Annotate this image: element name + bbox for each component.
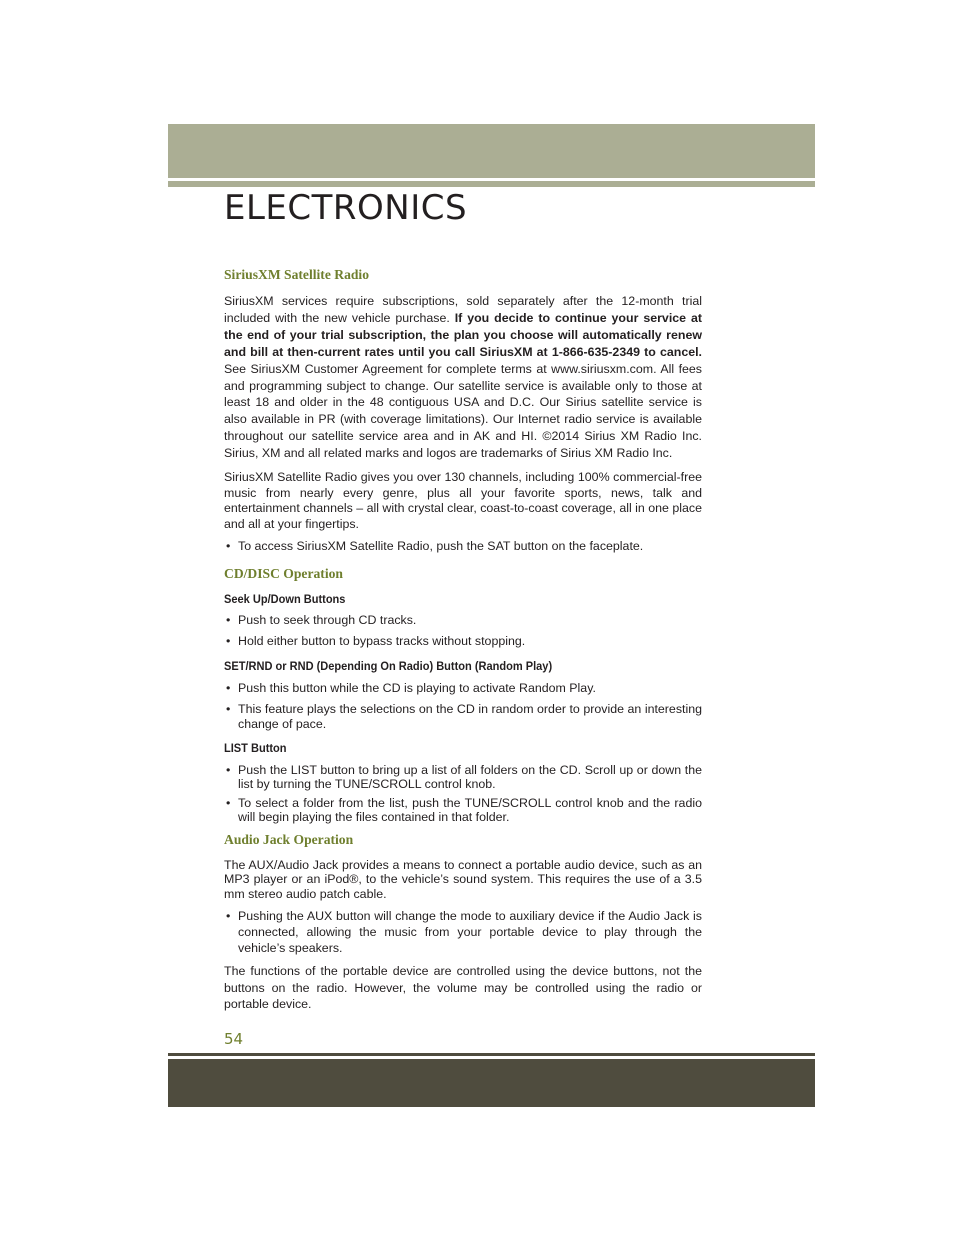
bullet-glyph: • — [226, 795, 231, 810]
bullet-glyph: • — [226, 762, 231, 777]
list-item — [224, 634, 702, 649]
list-item — [224, 796, 702, 824]
header-rule — [168, 181, 815, 187]
list-item — [224, 539, 702, 554]
list-item-text: To access SiriusXM Satellite Radio, push the SAT button on the faceplate. — [238, 539, 644, 554]
random-bullet-list — [224, 681, 702, 733]
siriusxm-intro-text: SiriusXM services require subscriptions, sold separately after the 12-month trial included with the new vehicle purchase. — [224, 294, 702, 325]
list-item-text: Push to seek through CD tracks. — [238, 612, 417, 627]
bullet-glyph: • — [226, 680, 231, 695]
page-number: 54 — [224, 1030, 244, 1048]
list-item-text: This feature plays the selections on the CD in random order to provide an interesting change of pace. — [238, 702, 702, 732]
subheading-random-play: SET/RND or RND (Depending On Radio) Button (Random Play) — [224, 658, 553, 673]
list-item — [224, 681, 702, 696]
bullet-glyph: • — [226, 539, 231, 554]
siriusxm-paragraph-1 — [224, 293, 702, 462]
list-item-text: To select a folder from the list, push the TUNE/SCROLL control knob and the radio will begin playing the files contained in that folder. — [238, 795, 702, 824]
page-content — [224, 266, 702, 1013]
bullet-glyph: • — [226, 634, 231, 649]
footer-rule — [168, 1053, 815, 1056]
list-item-text: Push the LIST button to bring up a list of all folders on the CD. Scroll up or down the list by turning the TUNE/SCROLL control knob. — [238, 762, 702, 791]
bullet-glyph: • — [226, 612, 231, 627]
siriusxm-bullet-list — [224, 539, 702, 554]
list-item — [224, 908, 702, 956]
siriusxm-paragraph-2: SiriusXM Satellite Radio gives you over 130 channels, including 100% commercial-free music from nearly every genre, plus all your favorite sports, news, talk and entertainment channels – all with crystal clear, coast-to-coast coverage, all in one place and all at your fingertips. — [224, 470, 702, 531]
list-item — [224, 702, 702, 733]
audio-jack-paragraph-1: The AUX/Audio Jack provides a means to connect a portable audio device, such as an MP3 player or an iPod®, to the vehicle’s sound system. This requires the use of a 3.5 mm stereo audio patch cable. — [224, 857, 702, 901]
list-item-text: Pushing the AUX button will change the mode to auxiliary device if the Audio Jack is connected, allowing the music from your portable device to play through the vehicle’s speakers. — [238, 909, 702, 956]
audio-jack-paragraph-2: The functions of the portable device are controlled using the device buttons, not the buttons on the radio. However, the volume may be controlled using the radio or portable device. — [224, 964, 702, 1012]
list-item — [224, 613, 702, 628]
list-item-text: Hold either button to bypass tracks without stopping. — [238, 634, 526, 649]
section-heading-siriusxm: SiriusXM Satellite Radio — [224, 267, 369, 282]
bullet-glyph: • — [226, 702, 231, 717]
audio-jack-bullet-list — [224, 908, 702, 956]
subheading-list-button: LIST Button — [224, 740, 287, 755]
header-band — [168, 124, 815, 178]
section-heading-cd-disc: CD/DISC Operation — [224, 565, 343, 581]
list-item — [224, 763, 702, 791]
siriusxm-terms-text: See SiriusXM Customer Agreement for complete terms at www.siriusxm.com. All fees and programming subject to change. Our satellite service is available only to those at least 18 and older in the 48 contiguous USA and D.C. Our Sirius satellite service is also available in PR (with coverage limitations). Our Internet radio service is available throughout our satellite service area and in AK and HI. ©2014 Sirius XM Radio Inc. Sirius, XM and all related marks and logos are trademarks of Sirius XM Radio Inc. — [224, 361, 702, 461]
chapter-title: ELECTRONICS — [224, 188, 468, 228]
seek-bullet-list — [224, 613, 702, 650]
bullet-glyph: • — [226, 909, 231, 924]
section-heading-audio-jack: Audio Jack Operation — [224, 831, 354, 847]
siriusxm-renewal-notice: If you decide to continue your service at the end of your trial subscription, the plan you choose will automatically renew and bill at then-current rates until you call SiriusXM at 1-866-635-2349 to cancel. — [224, 310, 702, 359]
list-button-bullet-list — [224, 763, 702, 824]
subheading-seek-buttons: Seek Up/Down Buttons — [224, 591, 346, 606]
list-item-text: Push this button while the CD is playing to activate Random Play. — [238, 680, 596, 695]
footer-band — [168, 1059, 815, 1107]
